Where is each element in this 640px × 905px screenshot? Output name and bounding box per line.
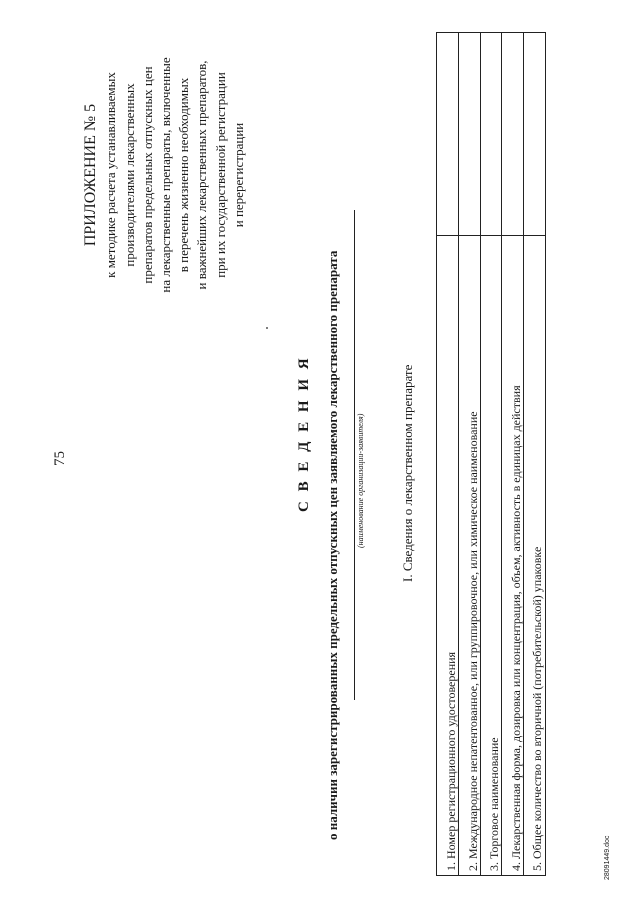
table-row-label: 3. Торговое наименование: [487, 737, 501, 871]
document-title: С В Е Д Е Н И Я: [296, 355, 312, 512]
appendix-line: на лекарственные препараты, включенные: [157, 57, 173, 293]
appendix-title: ПРИЛОЖЕНИЕ № 5: [82, 103, 99, 247]
organization-name-line: [346, 210, 355, 700]
table-row-label: 4. Лекарственная форма, дозировка или концентрация, объем, активность в единицах действия: [509, 385, 523, 871]
section-heading: I. Сведения о лекарственном препарате: [400, 364, 415, 582]
document-subtitle: о наличии зарегистрированных предельных отпускных цен заявляемого лекарственного препарата: [325, 250, 340, 840]
table-row-label: 1. Номер регистрационного удостоверения: [444, 651, 458, 871]
appendix-block: [80, 30, 248, 320]
appendix-line: при их государственной регистрации: [212, 72, 228, 278]
table-row-label: 2. Международное непатентованное, или группировочное, или химическое наименование: [466, 411, 480, 871]
appendix-line: препаратов предельных отпускных цен: [139, 66, 155, 284]
scan-dot: [266, 327, 268, 329]
appendix-line: в перечень жизненно необходимых: [176, 77, 192, 273]
appendix-line: к методике расчета устанавливаемых: [103, 72, 119, 278]
organization-caption: (наименование организации-заявителя): [356, 413, 365, 548]
file-name-label: 28091449.doc: [604, 835, 611, 880]
appendix-line: производителями лекарственных: [121, 83, 137, 267]
page-number: 75: [52, 451, 68, 466]
table-value-divider: [437, 235, 545, 236]
appendix-line: и перерегистрации: [230, 122, 246, 228]
table-row-label: 5. Общее количество во вторичной (потребительской) упаковке: [530, 546, 544, 871]
appendix-line: и важнейших лекарственных препаратов,: [194, 60, 210, 290]
